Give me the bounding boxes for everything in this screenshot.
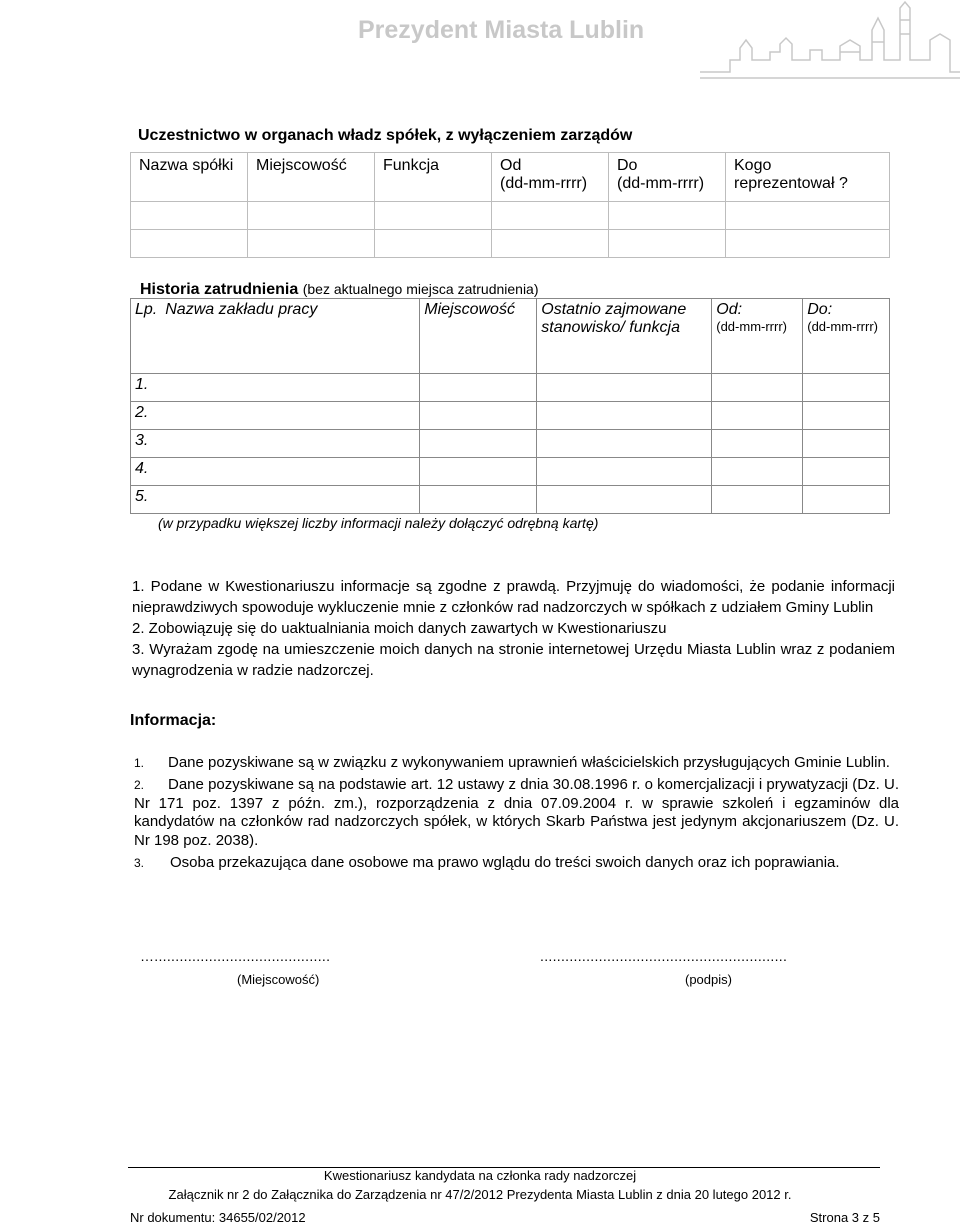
info-item-number: 3. xyxy=(134,855,145,870)
col-represented-line1: Kogo xyxy=(734,157,772,174)
table-cell[interactable] xyxy=(712,458,803,486)
locality-label: (Miejscowość) xyxy=(237,972,320,987)
col-from xyxy=(712,299,803,374)
info-item-number: 1. xyxy=(134,756,145,770)
table-cell[interactable] xyxy=(420,458,537,486)
table-row[interactable] xyxy=(131,402,890,430)
section-title-employment-history xyxy=(140,281,539,299)
table-cell[interactable] xyxy=(803,402,890,430)
col-from-format: (dd-mm-rrrr) xyxy=(500,175,588,192)
footer-page-number: Strona 3 z 5 xyxy=(809,1210,880,1225)
table-cell[interactable] xyxy=(537,402,712,430)
table-cell[interactable] xyxy=(131,230,248,258)
col-locality: Miejscowość xyxy=(248,153,375,202)
table-cell[interactable] xyxy=(803,458,890,486)
info-item-text: Dane pozyskiwane są na podstawie art. 12 ustawy z dnia 30.08.1996 r. o komercjalizacji i prywatyzacji (Dz. U. Nr 171 poz. 1397 z późn. zm.), rozporządzenia z dnia 07.09.2004 r. w sprawie szkoleń i egzaminów dla kandydatów na członków rad nadzorczych spółek, w których Skarb Państwa jest jedynym akcjonariuszem (Dz. U. Nr 198 poz. 2038). xyxy=(134,776,899,849)
col-to-label: Do xyxy=(617,157,638,174)
locality-signature-line[interactable]: ….......................................... xyxy=(140,948,331,964)
table-cell[interactable] xyxy=(803,486,890,514)
row-number: 5. xyxy=(131,486,162,514)
footer-doc-number: Nr dokumentu: 34655/02/2012 xyxy=(130,1210,306,1225)
table-cell[interactable] xyxy=(375,202,492,230)
table-cell[interactable] xyxy=(712,486,803,514)
table-cell[interactable] xyxy=(420,430,537,458)
col-position-line2: stanowisko/ funkcja xyxy=(541,319,680,336)
table-cell[interactable] xyxy=(248,230,375,258)
declarations xyxy=(132,576,895,681)
col-from-label: Od xyxy=(500,157,522,174)
row-number: 4. xyxy=(131,458,162,486)
info-title: Informacja: xyxy=(130,712,217,729)
col-represented-line2: reprezentował ? xyxy=(734,175,848,192)
col-represented xyxy=(726,153,890,202)
table-cell[interactable] xyxy=(726,202,890,230)
col-from-label: Od: xyxy=(716,301,743,318)
info-item-text: Dane pozyskiwane są w związku z wykonywaniem uprawnień właścicielskich przysługujących Gminie Lublin. xyxy=(168,754,890,771)
table-cell[interactable] xyxy=(420,402,537,430)
col-to-format: (dd-mm-rrrr) xyxy=(617,175,705,192)
info-item-text: Osoba przekazująca dane osobowe ma prawo wglądu do treści swoich danych oraz ich poprawiania. xyxy=(170,853,840,871)
table-cell[interactable] xyxy=(712,402,803,430)
table-cell[interactable] xyxy=(420,374,537,402)
table-cell[interactable] xyxy=(537,374,712,402)
signature-line[interactable]: ........................................................... xyxy=(540,948,788,964)
table-cell[interactable] xyxy=(712,374,803,402)
table-cell[interactable] xyxy=(537,486,712,514)
info-item xyxy=(134,754,899,773)
table-cell[interactable] xyxy=(161,458,420,486)
table-cell[interactable] xyxy=(609,230,726,258)
col-workplace-name: Nazwa zakładu pracy xyxy=(161,299,420,374)
info-list xyxy=(134,754,899,876)
col-company-name: Nazwa spółki xyxy=(131,153,248,202)
footer-attachment-note: Załącznik nr 2 do Załącznika do Zarządzenia nr 47/2/2012 Prezydenta Miasta Lublin z dnia 20 lutego 2012 r. xyxy=(168,1187,792,1202)
col-position-line1: Ostatnio zajmowane xyxy=(541,301,687,318)
table-cell[interactable] xyxy=(803,430,890,458)
table-row[interactable] xyxy=(131,230,890,258)
table-cell[interactable] xyxy=(161,486,420,514)
table-cell[interactable] xyxy=(803,374,890,402)
table-cell[interactable] xyxy=(161,402,420,430)
table-cell[interactable] xyxy=(161,374,420,402)
col-to-format: (dd-mm-rrrr) xyxy=(807,319,879,334)
table-cell[interactable] xyxy=(609,202,726,230)
employment-history-title: Historia zatrudnienia xyxy=(140,281,299,298)
table-cell[interactable] xyxy=(420,486,537,514)
declaration-item: 2. Zobowiązuję się do uaktualniania moich danych zawartych w Kwestionariuszu xyxy=(132,620,667,637)
employment-history-table xyxy=(130,298,890,514)
table-cell[interactable] xyxy=(375,230,492,258)
extra-sheet-note: (w przypadku większej liczby informacji należy dołączyć odrębną kartę) xyxy=(158,515,599,531)
footer-form-title: Kwestionariusz kandydata na członka rady nadzorczej xyxy=(323,1168,637,1183)
col-from-format: (dd-mm-rrrr) xyxy=(716,319,788,334)
table-cell[interactable] xyxy=(726,230,890,258)
row-number: 3. xyxy=(131,430,162,458)
row-number: 2. xyxy=(131,402,162,430)
company-bodies-table xyxy=(130,152,890,258)
declaration-item: 1. Podane w Kwestionariuszu informacje są zgodne z prawdą. Przyjmuję do wiadomości, że podanie informacji nieprawdziwych spowoduje wykluczenie mnie z członków rad nadzorczych w spółkach z udziałem Gminy Lublin xyxy=(132,578,895,616)
table-cell[interactable] xyxy=(712,430,803,458)
table-cell[interactable] xyxy=(492,230,609,258)
table-cell[interactable] xyxy=(131,202,248,230)
info-item xyxy=(134,776,899,850)
section-title-company-bodies: Uczestnictwo w organach władz spółek, z wyłączeniem zarządów xyxy=(138,127,633,144)
table-header-row xyxy=(131,299,890,374)
table-row[interactable] xyxy=(131,374,890,402)
col-to xyxy=(609,153,726,202)
col-to xyxy=(803,299,890,374)
info-item xyxy=(134,854,899,873)
col-from xyxy=(492,153,609,202)
table-cell[interactable] xyxy=(537,430,712,458)
table-row[interactable] xyxy=(131,486,890,514)
row-number: 1. xyxy=(131,374,162,402)
employment-history-subtitle: (bez aktualnego miejsca zatrudnienia) xyxy=(302,281,539,297)
table-row[interactable] xyxy=(131,430,890,458)
table-header-row xyxy=(131,153,890,202)
table-row[interactable] xyxy=(131,202,890,230)
table-cell[interactable] xyxy=(537,458,712,486)
signature-label: (podpis) xyxy=(685,972,732,987)
declaration-item: 3. Wyrażam zgodę na umieszczenie moich danych na stronie internetowej Urzędu Miasta Lublin wraz z podaniem wynagrodzenia w radzie nadzorczej. xyxy=(132,641,895,679)
table-cell[interactable] xyxy=(161,430,420,458)
col-to-label: Do: xyxy=(807,301,833,318)
table-cell[interactable] xyxy=(492,202,609,230)
col-position xyxy=(537,299,712,374)
col-place: Miejscowość xyxy=(420,299,537,374)
lublin-skyline-logo xyxy=(700,0,960,80)
col-function: Funkcja xyxy=(375,153,492,202)
col-lp: Lp. xyxy=(131,299,162,374)
info-item-number: 2. xyxy=(134,778,145,792)
header-title: Prezydent Miasta Lublin xyxy=(358,16,645,44)
table-cell[interactable] xyxy=(248,202,375,230)
table-row[interactable] xyxy=(131,458,890,486)
